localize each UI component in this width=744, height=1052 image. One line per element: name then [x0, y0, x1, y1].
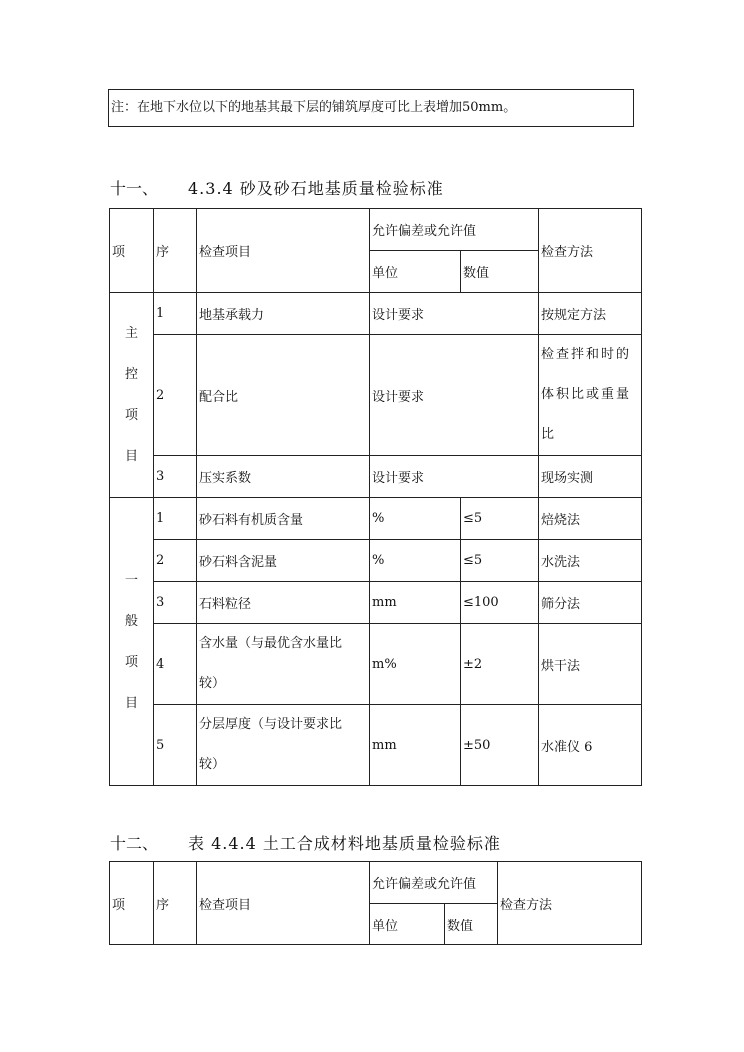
- seq-cell: 1: [154, 498, 197, 540]
- seq-cell: 3: [154, 456, 197, 498]
- header-item: 检查项目: [197, 862, 370, 945]
- seq-cell: 5: [154, 705, 197, 786]
- method-cell: 现场实测: [539, 456, 642, 498]
- table-row: [110, 705, 642, 786]
- item-cell: 配合比: [197, 335, 370, 456]
- section-12-heading: [110, 831, 501, 854]
- header-unit: 单位: [370, 904, 445, 945]
- unit-cell: 设计要求: [370, 335, 539, 456]
- item-cell: 砂石料有机质含量: [197, 498, 370, 540]
- seq-cell: 1: [154, 293, 197, 335]
- unit-cell: mm: [370, 705, 461, 786]
- value-cell: ±2: [461, 624, 539, 705]
- header-value: 数值: [461, 251, 539, 293]
- table-row: [110, 624, 642, 705]
- value-cell: ≤100: [461, 582, 539, 624]
- method-cell: 检查拌和时的 体积比或重量 比: [539, 335, 642, 456]
- category-general: 一 般 项 目: [110, 498, 154, 786]
- sand-gravel-foundation-table: [109, 208, 642, 786]
- table-row: [110, 498, 642, 540]
- value-cell: ±50: [461, 705, 539, 786]
- method-cell: 烘干法: [539, 624, 642, 705]
- section-11-number: 十一、: [110, 179, 159, 198]
- method-cell: 筛分法: [539, 582, 642, 624]
- seq-cell: 4: [154, 624, 197, 705]
- item-cell: 分层厚度（与设计要求比 较）: [197, 705, 370, 786]
- item-cell: 压实系数: [197, 456, 370, 498]
- unit-cell: %: [370, 540, 461, 582]
- section-11-title: 4.3.4 砂及砂石地基质量检验标准: [188, 179, 444, 198]
- header-tolerance: 允许偏差或允许值: [370, 862, 498, 904]
- item-cell: 石料粒径: [197, 582, 370, 624]
- table-row: [110, 293, 642, 335]
- table-row: [110, 456, 642, 498]
- section-12-number: 十二、: [110, 834, 159, 853]
- unit-cell: m%: [370, 624, 461, 705]
- header-item: 检查项目: [197, 209, 370, 293]
- table-footnote: 注：在地下水位以下的地基其最下层的铺筑厚度可比上表增加50mm。: [108, 89, 634, 127]
- method-cell: 按规定方法: [539, 293, 642, 335]
- method-cell: 水洗法: [539, 540, 642, 582]
- unit-cell: mm: [370, 582, 461, 624]
- unit-cell: %: [370, 498, 461, 540]
- value-cell: ≤5: [461, 498, 539, 540]
- category-main-control: 主 控 项 目: [110, 293, 154, 498]
- header-method: 检查方法: [539, 209, 642, 293]
- header-method: 检查方法: [498, 862, 642, 945]
- header-tolerance: 允许偏差或允许值: [370, 209, 539, 251]
- item-cell: 砂石料含泥量: [197, 540, 370, 582]
- seq-cell: 3: [154, 582, 197, 624]
- header-category: 项: [110, 862, 154, 945]
- header-category: 项: [110, 209, 154, 293]
- item-cell: 含水量（与最优含水量比 较）: [197, 624, 370, 705]
- unit-cell: 设计要求: [370, 456, 539, 498]
- geosynthetic-foundation-table: [109, 861, 642, 945]
- header-value: 数值: [445, 904, 498, 945]
- header-unit: 单位: [370, 251, 461, 293]
- value-cell: ≤5: [461, 540, 539, 582]
- seq-cell: 2: [154, 540, 197, 582]
- table-row: [110, 582, 642, 624]
- item-cell: 地基承载力: [197, 293, 370, 335]
- table-row: [110, 335, 642, 456]
- header-seq: 序: [154, 209, 197, 293]
- seq-cell: 2: [154, 335, 197, 456]
- section-11-heading: [110, 176, 444, 199]
- method-cell: 水准仪 6: [539, 705, 642, 786]
- section-12-title: 表 4.4.4 土工合成材料地基质量检验标准: [188, 834, 501, 853]
- table-row: [110, 540, 642, 582]
- header-seq: 序: [154, 862, 197, 945]
- unit-cell: 设计要求: [370, 293, 539, 335]
- method-cell: 焙烧法: [539, 498, 642, 540]
